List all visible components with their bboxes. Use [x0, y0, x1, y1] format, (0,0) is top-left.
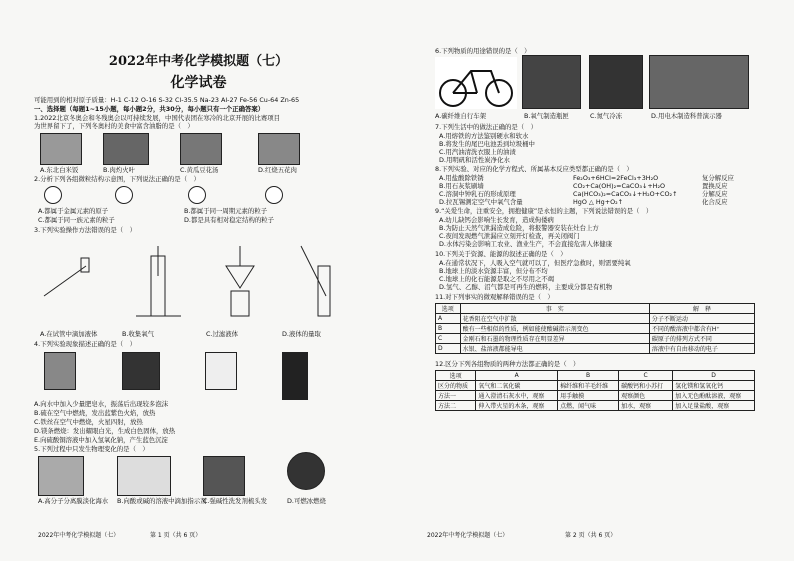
question-9: 9.“关爱生命，注重安全，拥抱健康”是永恒的主题，下列说法错误的是（ ） — [435, 207, 653, 215]
q2-option-c: C.都属于同一族元素的粒子 — [38, 216, 115, 224]
q3-option-c: C.过滤液体 — [206, 330, 239, 338]
q2-option-a: A.都属于金属元素的原子 — [38, 207, 109, 215]
table-cell: 加水，观察 — [619, 401, 673, 411]
q8-row-c-type: 分解反应 — [702, 190, 728, 198]
table-cell: 氧气和二氧化碳 — [476, 381, 558, 391]
question-2: 2.分析下列各组微粒结构示意图，下列说法正确的是（ ） — [34, 175, 200, 183]
q1-option-d: D.红烧五花肉 — [258, 166, 297, 174]
q4-option-c: C.铁丝在空气中燃烧，火星四射，放热 — [34, 418, 143, 426]
table-header: C — [619, 371, 673, 381]
q8-row-a-eq: Fe₂O₃+6HCl=2FeCl₃+3H₂O — [573, 174, 659, 182]
q12-table — [435, 370, 755, 411]
q1-option-c: C.黄瓜豆花汤 — [180, 166, 219, 174]
food-image-d — [258, 133, 300, 165]
question-5: 5.下列过程中只发生物理变化的是（ ） — [34, 445, 149, 453]
q7-option-a: A.用熔铁的方法鉴别硬水和软水 — [439, 132, 529, 140]
atomic-masses: 可能用到的相对原子质量：H-1 C-12 O-16 S-32 Cl-35.5 Na-23 Al-27 Fe-56 Cu-64 Zn-65 — [34, 96, 300, 104]
section-1-heading: 一、选择题（每题1~15小题，每小题2分，共30分，每小题只有一个正确答案） — [34, 105, 265, 113]
table-cell: 碳酸钙和小苏打 — [619, 381, 673, 391]
q9-option-d: D.水体污染会影响工农业、渔业生产，不会直接危害人体健康 — [439, 240, 613, 248]
table-cell: C — [436, 334, 461, 344]
table-cell: 伸入带火星的木条，观察 — [476, 401, 558, 411]
question-1: 1.2022北京冬奥会和冬残奥会以可持续发展，中国代表团在寒冷的北京开展的比赛项目 — [34, 114, 281, 122]
food-image-c — [180, 133, 222, 165]
table-cell: 不同的酸溶液中都含有H⁺ — [649, 324, 754, 334]
q5-option-b: B.向酸或碱的溶液中滴加指示剂 — [117, 497, 207, 505]
nitrogen-image — [589, 55, 643, 109]
table-header-row — [436, 304, 755, 314]
footer-left-title: 2022年中考化学模拟题（七） — [38, 532, 120, 539]
process-image-b — [117, 456, 171, 496]
table-cell: 用手触摸 — [558, 391, 619, 401]
q8-row-b-exp: B.用石灰浆刷墙 — [439, 182, 484, 190]
q5-option-d: D.可燃冰燃烧 — [287, 497, 326, 505]
q2-option-b: B.都属于同一周期元素的粒子 — [184, 207, 268, 215]
q8-row-b-type: 置换反应 — [702, 182, 728, 190]
q2-option-d: D.都是具有相对稳定结构的粒子 — [184, 216, 275, 224]
table-row — [436, 314, 755, 324]
table-row — [436, 334, 755, 344]
q8-row-d-exp: D.拉瓦锡测定空气中氧气含量 — [439, 198, 523, 206]
q10-option-b: B.地球上的淡水资源丰富，但分布不均 — [439, 267, 548, 275]
table-cell: 点燃，闻气味 — [558, 401, 619, 411]
table-cell: 加入无色酚酞溶液，观察 — [673, 391, 755, 401]
question-4: 4.下列实验现象描述正确的是（ ） — [34, 340, 136, 348]
table-cell: D — [436, 344, 461, 354]
question-12: 12.区分下列各组物质的两种方法都正确的是（ ） — [435, 360, 580, 368]
table-cell: 通入澄清石灰水中，观察 — [476, 391, 558, 401]
q5-option-c: C.强碱性洗发剂梳头发 — [203, 497, 268, 505]
q9-option-a: A.幼儿缺钙会影响生长发育，造成佝偻病 — [439, 216, 554, 224]
exam-subtitle: 化学试卷 — [170, 75, 227, 91]
page-right — [397, 0, 794, 561]
q1-option-b: B.肉灼火叶 — [103, 166, 135, 174]
q3-option-d: D.液体的量取 — [282, 330, 321, 338]
lab-apparatus-figure — [36, 236, 366, 326]
q10-option-d: D.氢气、乙醇、沼气都是可再生的燃料，主要成分都是有机物 — [439, 283, 613, 291]
table-cell: 酸有一些相似的性质，例如能使酸碱指示剂变色 — [460, 324, 649, 334]
q6-option-b: B.氧气制造瓶匣 — [524, 112, 569, 120]
q7-option-b: B.将发生的尾巴电池丢到垃圾桶中 — [439, 140, 535, 148]
q8-row-c-exp: C.溶洞中钟乳石的形成原理 — [439, 190, 516, 198]
table-header: A — [476, 371, 558, 381]
table-cell: 水银、盐溶液都能导电 — [460, 344, 649, 354]
table-cell: 观察颜色 — [619, 391, 673, 401]
table-row — [436, 344, 755, 354]
table-cell: 分子不断运动 — [649, 314, 754, 324]
q8-row-a-exp: A.用盐酸除铁锈 — [439, 174, 484, 182]
table-row — [436, 391, 755, 401]
food-image-b — [103, 133, 149, 165]
q8-row-a-type: 复分解反应 — [702, 174, 734, 182]
q8-row-c-eq: Ca(HCO₃)₂=CaCO₃↓+H₂O+CO₂↑ — [573, 190, 678, 198]
table-cell: 碳原子的排列方式不同 — [649, 334, 754, 344]
footer-left-page: 第 1 页（共 6 页） — [150, 532, 202, 539]
table-cell: 区分的物质 — [436, 381, 476, 391]
process-image-c — [203, 456, 245, 496]
q6-option-a: A.碳纤维自行车架 — [435, 112, 487, 120]
q8-row-b-eq: CO₂+Ca(OH)₂=CaCO₃↓+H₂O — [573, 182, 666, 190]
table-cell: A — [436, 314, 461, 324]
question-7: 7.下列生活中的做法正确的是（ ） — [435, 123, 537, 131]
atom-diagram-2 — [115, 186, 133, 204]
table-cell: 棉纤维和羊毛纤维 — [558, 381, 619, 391]
q10-option-c: C.地球上的化石能源是取之不尽用之不竭 — [439, 275, 555, 283]
question-3: 3.下列实验操作方法错误的是（ ） — [34, 226, 136, 234]
q3-option-a: A.在试管中滴加液体 — [40, 330, 98, 338]
question-10: 10.下列关于资源、能源的叙述正确的是（ ） — [435, 250, 567, 258]
q9-option-b: B.为防止天然气泄漏造成危险，将报警器安装在灶台上方 — [439, 224, 599, 232]
q4-option-b: B.硫在空气中燃烧，发出蓝紫色火焰，放热 — [34, 409, 156, 417]
question-11: 11.对下列事实的微观解释错误的是（ ） — [435, 293, 554, 301]
atom-diagram-3 — [188, 186, 206, 204]
table-row — [436, 381, 755, 391]
q10-option-a: A.在通常状况下，人吸入空气就可以了，但医疗急救时，则需要纯氧 — [439, 259, 631, 267]
q8-row-d-eq: HgO △ Hg+O₂↑ — [573, 198, 624, 206]
q9-option-c: C.夜间发现燃气泄漏应立刻开灯检查，再关闭阀门 — [439, 232, 580, 240]
greenhouse-image — [649, 55, 749, 109]
table-header-row — [436, 371, 755, 381]
footer-right-page: 第 2 页（共 6 页） — [565, 532, 617, 539]
q4-option-a: A.向水中加入少量肥皂水，振荡后出现较多泡沫 — [34, 400, 169, 408]
experiment-image-4 — [282, 352, 308, 400]
q7-option-c: C.用汽油清洗衣服上的油渍 — [439, 148, 516, 156]
q1-option-a: A.东北白米饭 — [40, 166, 79, 174]
q3-option-b: B.收集氧气 — [122, 330, 154, 338]
question-8: 8.下列实验、对应的化学方程式、所属基本反应类型都正确的是（ ） — [435, 165, 633, 173]
table-row — [436, 324, 755, 334]
q4-option-d: D.镁条燃烧：发出耀眼白光，生成白色固体，放热 — [34, 427, 176, 435]
table-cell: B — [436, 324, 461, 334]
footer-right-title: 2022年中考化学模拟题（七） — [427, 532, 509, 539]
table-cell: 花香阻在空气中扩散 — [460, 314, 649, 324]
table-cell: 金刚石和石墨的物理性质存在明显差异 — [460, 334, 649, 344]
table-cell: 溶液中有自由移动的电子 — [649, 344, 754, 354]
table-header: B — [558, 371, 619, 381]
q4-option-e: E.向硫酸铜溶液中加入氢氧化钠，产生蓝色沉淀 — [34, 436, 168, 444]
table-cell: 加入足量盐酸，观察 — [673, 401, 755, 411]
q8-row-d-type: 化合反应 — [702, 198, 728, 206]
oxygen-cylinder-image — [522, 55, 581, 109]
experiment-image-3 — [205, 352, 237, 390]
process-image-a — [38, 456, 84, 496]
table-header: D — [673, 371, 755, 381]
table-row — [436, 401, 755, 411]
q7-option-d: D.用明矾和活性炭净化水 — [439, 156, 510, 164]
exam-title: 2022年中考化学模拟题（七） — [108, 54, 289, 69]
experiment-image-1 — [44, 352, 76, 390]
process-image-d — [287, 452, 325, 490]
q6-option-d: D.用电木制造科普演示器 — [651, 112, 722, 120]
table-cell: 方法二 — [436, 401, 476, 411]
atom-diagram-1 — [44, 186, 62, 204]
q5-option-a: A.高分子分离膜淡化海水 — [38, 497, 109, 505]
table-header: 选项 — [436, 304, 461, 314]
experiment-image-2 — [122, 352, 160, 390]
bicycle-image — [435, 57, 517, 109]
table-cell: 氢化镁和氢氧化钙 — [673, 381, 755, 391]
atom-diagram-4 — [265, 186, 283, 204]
question-1b: 为世界留下了，下列冬奥村的美食中富含油脂的是（ ） — [34, 122, 194, 130]
table-header: 选项 — [436, 371, 476, 381]
q11-table — [435, 303, 755, 354]
q6-option-c: C.氮气冷冻 — [590, 112, 623, 120]
question-6: 6.下列物质的用途错误的是（ ） — [435, 47, 531, 55]
table-cell: 方法一 — [436, 391, 476, 401]
table-header: 解 释 — [649, 304, 754, 314]
table-header: 事 实 — [460, 304, 649, 314]
food-image-a — [40, 133, 82, 165]
